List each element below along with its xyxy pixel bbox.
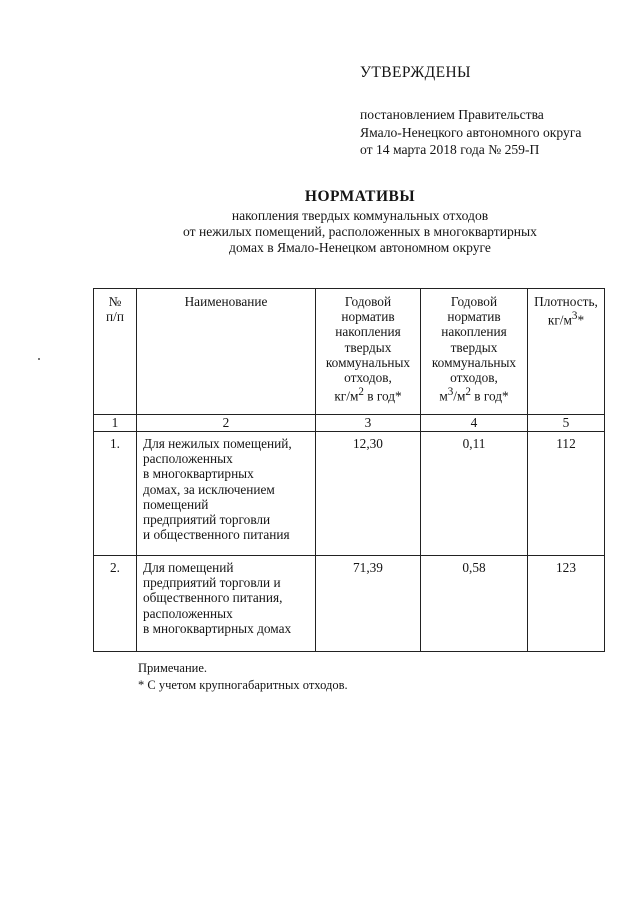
subtitle-line: от нежилых помещений, расположенных в многоквартирных [183, 224, 537, 239]
norms-table [93, 288, 605, 652]
title-block [110, 186, 610, 256]
column-number: 4 [421, 415, 528, 432]
row-number: 1. [94, 432, 137, 556]
header-line: отходов, [450, 370, 498, 386]
row-name-line: Для помещений [143, 560, 234, 575]
row-name-line: общественного питания, [143, 590, 283, 606]
header-unit [421, 385, 527, 404]
footnote-text: * С учетом крупногабаритных отходов. [138, 678, 348, 692]
row-number: 2. [94, 556, 137, 652]
header-line: норматив [447, 309, 501, 325]
footnote [138, 660, 348, 694]
header-line: Плотность, [534, 294, 598, 309]
unit-rest: в год* [470, 388, 509, 404]
column-number: 2 [137, 415, 316, 432]
row-name-line: Для нежилых помещений, [143, 436, 292, 451]
subtitle-line: домах в Ямало-Ненецком автономном округе [229, 240, 491, 255]
header-line: норматив [341, 309, 395, 325]
row-name-line: в многоквартирных [143, 466, 254, 482]
unit-exponent: 3 [447, 386, 454, 399]
approval-stamp-text: УТВЕРЖДЕНЫ [360, 64, 471, 81]
decree-reference [360, 106, 581, 159]
row-name-line: и общественного питания [143, 527, 290, 543]
header-line: коммунальных [325, 354, 411, 370]
header-mass-norm [316, 289, 421, 415]
volume-norm-value: 0,58 [421, 556, 528, 652]
scan-mark [38, 358, 40, 360]
density-value: 123 [528, 556, 605, 652]
table-row [94, 432, 605, 556]
header-line: накопления [441, 324, 507, 340]
row-name-line: домах, за исключением [143, 481, 275, 497]
row-name-line: помещений [143, 496, 209, 512]
volume-norm-value: 0,11 [421, 432, 528, 556]
column-number: 1 [94, 415, 137, 432]
subtitle-line: накопления твердых коммунальных отходов [231, 208, 489, 223]
decree-line: от 14 марта 2018 года № 259-П [360, 142, 540, 157]
row-name [137, 432, 316, 556]
header-name [137, 289, 316, 415]
header-line: Годовой [450, 294, 498, 309]
table-header-row [94, 289, 605, 415]
header-name-text: Наименование [184, 294, 268, 309]
unit-exponent: 3 [571, 310, 578, 323]
document-title: НОРМАТИВЫ [304, 188, 416, 205]
unit-divider: /м [453, 388, 466, 404]
mass-norm-value: 12,30 [316, 432, 421, 556]
header-line: Годовой [344, 294, 392, 309]
decree-line: Ямало-Ненецкого автономного округа [360, 124, 582, 140]
row-name-line: предприятий торговли и [143, 575, 281, 591]
unit-exponent: 2 [465, 386, 471, 399]
unit-rest: в год* [363, 388, 402, 404]
header-line: твердых [450, 339, 498, 355]
header-number-abbr: п/п [106, 309, 124, 325]
header-unit [316, 385, 420, 404]
table-row [94, 556, 605, 652]
footnote-label: Примечание. [138, 661, 208, 675]
header-line: твердых [344, 339, 392, 355]
unit-base: м [439, 388, 448, 404]
header-number [94, 289, 137, 415]
header-unit [528, 309, 604, 328]
row-name-line: в многоквартирных домах [143, 620, 292, 636]
mass-norm-value: 71,39 [316, 556, 421, 652]
unit-base: кг/м [334, 388, 359, 404]
header-line: отходов, [344, 370, 392, 386]
unit-base: кг/м [547, 312, 572, 328]
column-number: 3 [316, 415, 421, 432]
header-density [528, 289, 605, 415]
header-line: накопления [335, 324, 401, 340]
header-number-symbol: № [108, 294, 122, 309]
row-name-line: расположенных [143, 605, 233, 621]
unit-rest: * [577, 312, 585, 328]
density-value: 112 [528, 432, 605, 556]
column-number: 5 [528, 415, 605, 432]
header-volume-norm [421, 289, 528, 415]
unit-exponent: 2 [358, 386, 364, 399]
column-number-row [94, 415, 605, 432]
row-name-line: предприятий торговли [143, 512, 271, 528]
header-line: коммунальных [431, 354, 517, 370]
document-subtitle [110, 208, 610, 256]
row-name-line: расположенных [143, 451, 233, 467]
row-name [137, 556, 316, 652]
decree-line: постановлением Правительства [360, 107, 544, 122]
